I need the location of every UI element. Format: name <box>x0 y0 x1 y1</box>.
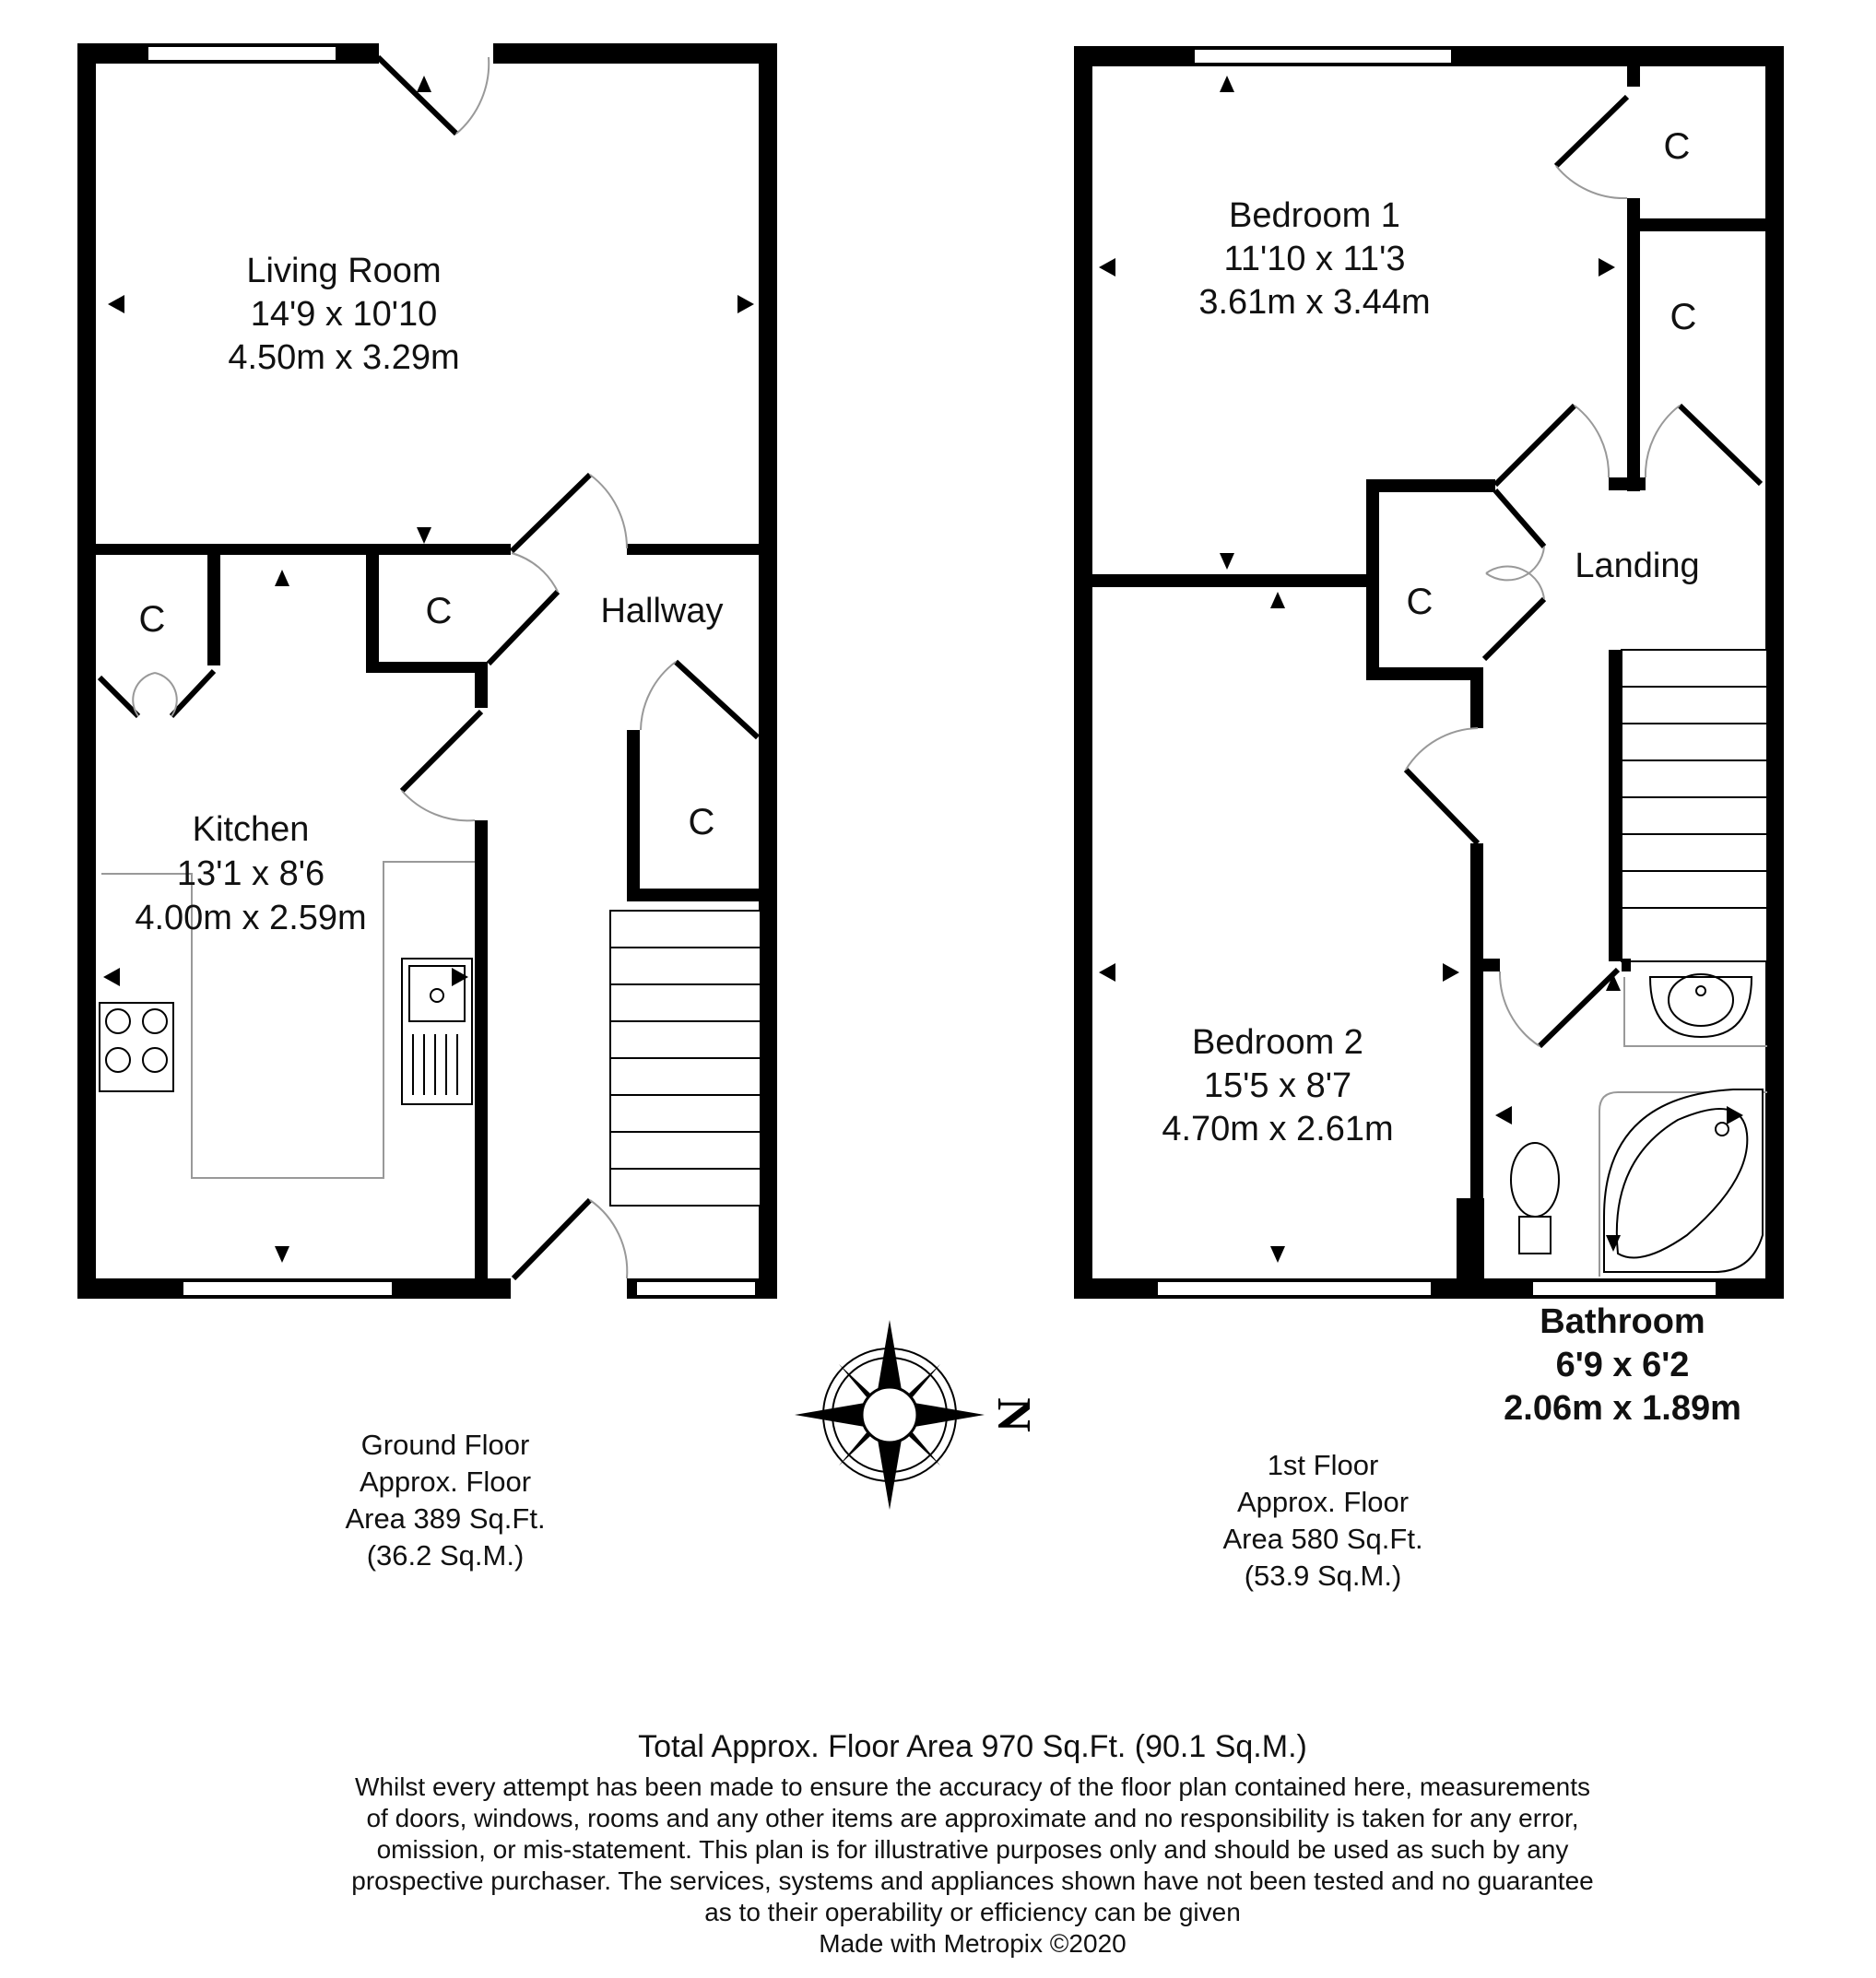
bathroom-metric: 2.06m x 1.89m <box>1504 1389 1741 1428</box>
bathroom-imperial: 6'9 x 6'2 <box>1555 1346 1690 1384</box>
hob <box>100 1003 173 1091</box>
bathroom-basin <box>1624 974 1767 1046</box>
bedroom1-metric: 3.61m x 3.44m <box>1198 283 1431 322</box>
cupboard-label-landing: C <box>1406 582 1434 622</box>
first-floor-area-line2: Approx. Floor <box>1236 1486 1410 1518</box>
bedroom2-imperial: 15'5 x 8'7 <box>1203 1066 1352 1105</box>
metropix-credit: Made with Metropix ©2020 <box>819 1929 1127 1958</box>
compass-north-letter: N <box>987 1397 1040 1432</box>
first-floor-area-line4: (53.9 Sq.M.) <box>1244 1560 1402 1592</box>
bedroom2-window <box>1157 1281 1432 1296</box>
cupboard-label-middle: C <box>425 591 453 631</box>
ground-floor-area-line2: Approx. Floor <box>359 1466 532 1498</box>
first-floor-area-line3: Area 580 Sq.Ft. <box>1222 1523 1423 1555</box>
footer <box>351 1729 1593 1958</box>
ground-floor-area-line1: Ground Floor <box>360 1429 530 1461</box>
cupboard-label-kitchen: C <box>138 599 166 640</box>
cupboard-label-hallway: C <box>688 802 715 842</box>
bedroom1-window <box>1194 49 1452 64</box>
disclaimer-line: omission, or mis-statement. This plan is for illustrative purposes only and should be used as such by any <box>376 1835 1569 1864</box>
kitchen-name: Kitchen <box>192 810 310 849</box>
ground-floor-stairs <box>610 911 761 1206</box>
kitchen-metric: 4.00m x 2.59m <box>135 899 367 937</box>
total-floor-area: Total Approx. Floor Area 970 Sq.Ft. (90.1 Sq.M.) <box>638 1729 1307 1764</box>
bathroom-name: Bathroom <box>1540 1302 1705 1341</box>
disclaimer-line: as to their operability or efficiency can be given <box>704 1898 1241 1926</box>
first-floor-stairs <box>1609 650 1767 961</box>
compass-rose <box>795 1320 1040 1510</box>
ground-floor-area-line4: (36.2 Sq.M.) <box>366 1539 525 1572</box>
hallway-name: Hallway <box>600 592 724 630</box>
kitchen-imperial: 13'1 x 8'6 <box>176 854 325 893</box>
living-room-metric: 4.50m x 3.29m <box>228 338 460 377</box>
bedroom2-name: Bedroom 2 <box>1192 1023 1363 1062</box>
ground-floor-plan <box>77 43 777 1572</box>
corner-bath <box>1599 1089 1767 1277</box>
ground-floor-area-line3: Area 389 Sq.Ft. <box>345 1502 546 1535</box>
landing-name: Landing <box>1575 547 1700 585</box>
cupboard-label-top-right: C <box>1663 126 1691 167</box>
disclaimer-line: prospective purchaser. The services, systems and appliances shown have not been tested and no guarantee <box>351 1866 1594 1895</box>
first-floor-plan <box>1074 46 1784 1592</box>
cupboard-label-right: C <box>1670 297 1697 337</box>
bathroom-window <box>1532 1281 1717 1296</box>
disclaimer-line: Whilst every attempt has been made to ensure the accuracy of the floor plan contained here, measurements <box>354 1772 1591 1801</box>
disclaimer-line: of doors, windows, rooms and any other items are approximate and no responsibility is taken for any error, <box>366 1804 1579 1832</box>
living-room-name: Living Room <box>246 252 442 290</box>
living-room-window <box>147 46 336 61</box>
bedroom1-name: Bedroom 1 <box>1229 196 1400 235</box>
bedroom2-metric: 4.70m x 2.61m <box>1162 1110 1394 1148</box>
hallway-window <box>636 1281 756 1296</box>
toilet <box>1511 1143 1559 1254</box>
bedroom1-imperial: 11'10 x 11'3 <box>1223 240 1406 278</box>
kitchen-window <box>183 1281 393 1296</box>
first-floor-area-line1: 1st Floor <box>1267 1449 1379 1481</box>
living-room-imperial: 14'9 x 10'10 <box>250 295 438 334</box>
